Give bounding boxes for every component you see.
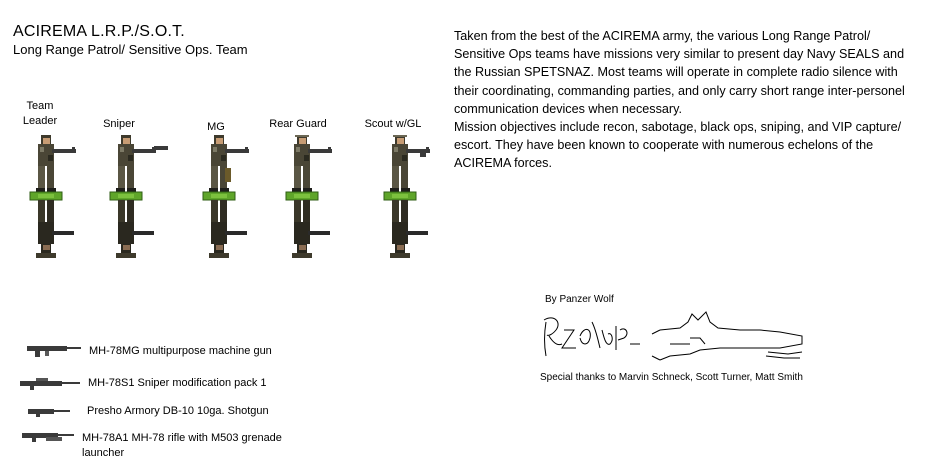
shotgun-icon	[28, 406, 72, 418]
page-title: ACIREMA L.R.P./S.O.T.	[13, 23, 185, 40]
soldier-label-team-leader: Team Leader	[22, 100, 58, 127]
description-text	[454, 27, 924, 173]
description-paragraph-1: Taken from the best of the ACIREMA army, the various Long Range Patrol/ Sensitive Ops teams have missions very similar to present day Navy SEALS and the Russian SPETSNAZ. Most teams will operate in complete radio silence with their coordinating, commanding parties, and only carry short range inter-personel communication devices when necessary.	[454, 29, 905, 116]
machine-gun-icon	[27, 343, 83, 359]
signature-wolf-drawing	[540, 300, 810, 370]
weapon-label-machine-gun: MH-78MG multipurpose machine gun	[89, 345, 272, 357]
soldier-team-leader	[30, 135, 76, 258]
weapon-label-grenade-rifle: MH-78A1 MH-78 rifle with M503 grenade launcher	[82, 432, 282, 459]
author-credit: By Panzer Wolf	[545, 294, 614, 305]
weapon-label-sniper-rifle: MH-78S1 Sniper modification pack 1	[88, 377, 267, 389]
sniper-rifle-icon	[20, 377, 82, 391]
weapon-label-shotgun: Presho Armory DB-10 10ga. Shotgun	[87, 405, 269, 417]
grenade-rifle-icon	[22, 430, 76, 444]
soldier-label-mg: MG	[207, 121, 225, 133]
soldier-label-scout: Scout w/GL	[364, 118, 422, 130]
soldier-label-rear-guard: Rear Guard	[269, 118, 327, 130]
special-thanks: Special thanks to Marvin Schneck, Scott Turner, Matt Smith	[540, 372, 803, 383]
soldier-sniper	[110, 135, 168, 258]
soldier-scout	[384, 135, 430, 258]
page-subtitle: Long Range Patrol/ Sensitive Ops. Team	[13, 42, 248, 57]
description-paragraph-2: Mission objectives include recon, sabotage, black ops, sniping, and VIP capture/ escort. They have been known to cooperate with numerous echelons of the ACIREMA forces.	[454, 120, 902, 171]
soldier-rear-guard	[286, 135, 332, 258]
soldier-sprites	[10, 135, 445, 295]
soldier-label-sniper: Sniper	[103, 118, 135, 130]
soldier-mg	[203, 135, 249, 258]
